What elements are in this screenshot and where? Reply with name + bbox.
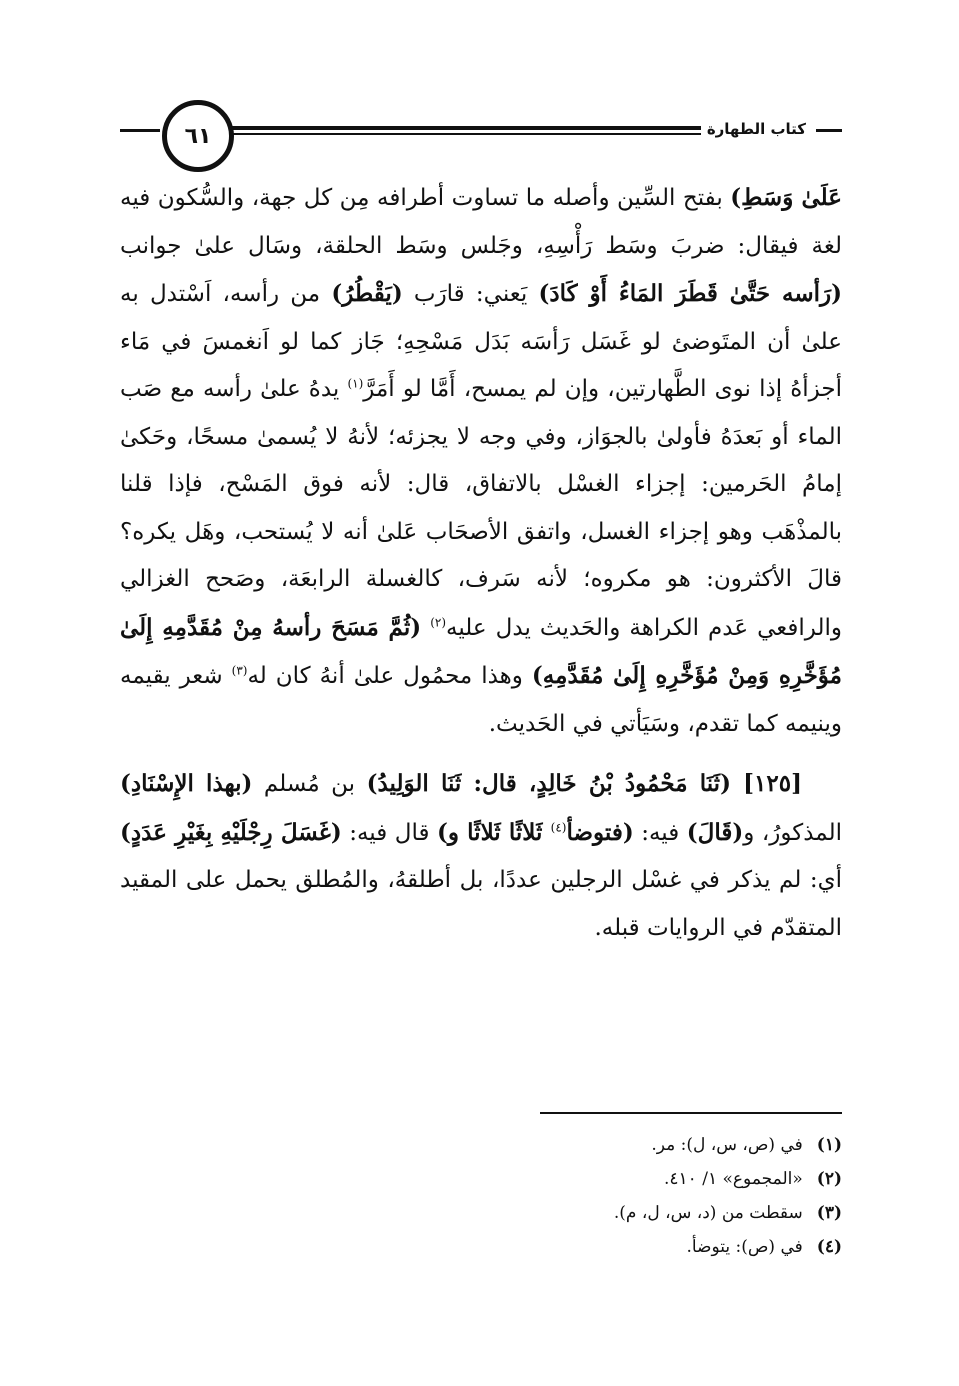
footnote-separator: [540, 1112, 842, 1114]
footnote-text: سقطت من (د، س، ل، م).: [613, 1203, 803, 1223]
header-rule-thick: [220, 126, 724, 130]
header-rule-left: [120, 129, 160, 132]
text-span: من رأسه، اَسْتدل به علىٰ أن المتَوضئ لو غَسَل رَأسَه بَدَل مَسْحِهِ؛ جَاز كما لو اَنغمسَ في مَاء أجزأهُ إذا نوى الطَّهارتين، وإن لم يمسح، أَمَّا لو أَمَرَّ: [120, 281, 842, 402]
quote: (غَسَلَ رِجْلَيْهِ بِغَيْرِ عَدَدٍ): [120, 818, 342, 846]
quote: عَلَىٰ وَسَطِ): [730, 184, 843, 211]
paragraph-2: [120, 760, 842, 952]
footnotes: [120, 1128, 842, 1264]
footnote-text: في (ص، س، ل): مر.: [651, 1135, 803, 1155]
quote: [١٢٥] (ثَنَا مَحْمُودُ بْنُ خَالِدٍ، قال: ثَنَا الوَلِيدُ): [366, 770, 802, 797]
footnote-ref-4[interactable]: (٤): [550, 819, 567, 834]
text-span: يَعني: قارَب: [402, 281, 539, 307]
quote: (رَأسه حَتَّىٰ قَطَرَ المَاءُ أَوْ كَادَ): [538, 280, 843, 307]
footnote-number: (٤): [816, 1237, 842, 1257]
footnote-1: [120, 1128, 842, 1162]
text-span: أي: لم يذكر في غسْل الرجلين عددًا، بل أطلقهُ، والمُطلق يحمل على المقيد المتقدّم في الروايات قبله.: [120, 867, 842, 941]
quote: (يَقْطُرُ): [331, 280, 403, 307]
text-span: فيه:: [633, 819, 687, 846]
text-span: يدهُ علىٰ رأسه مع صَب الماء أو بَعدَهُ فأولىٰ بالجوَاز، وفي وجه لا يجزئه؛ لأنهُ لا يُسمىٰ مسحًا، وحَكىٰ إمامُ الحَرمين: إجزاء الغسْل بالاتفاق، قال: لأنه فوق المَسْح، فإذا قلنا بالمذْهَب وهو إجزاء الغسل، واتفق الأصحَاب عَلىٰ أنه لا يُستحب، وهَل يكره؟ قالَ الأكثرون: هو مكروه؛ لأنه سَرف، كالغسلة الرابعَة، وصَحح الغزالي والرافعي عَدم الكراهة والحَديث يدل عليه: [120, 376, 842, 641]
quote: (فتوضأ: [566, 818, 634, 846]
text-span: شعر يقيمه وينيمه كما تقدم، وسَيَأتي في الحَديث.: [120, 663, 842, 737]
footnote-text: «المجموع» ١/ ٤١٠.: [664, 1169, 803, 1189]
footnote-number: (١): [816, 1135, 842, 1155]
footnote-ref-2[interactable]: (٢): [430, 614, 447, 629]
footnote-number: (٢): [816, 1169, 842, 1189]
header-rule-right: [816, 129, 842, 132]
quote: (بهذا الإِسْنَادِ): [120, 770, 253, 797]
quote: (قَالَ): [686, 818, 744, 846]
page-header: [120, 100, 842, 170]
text-span: بن مُسلم: [252, 771, 367, 797]
footnote-ref-1[interactable]: (١): [347, 376, 364, 391]
footnote-2: [120, 1162, 842, 1196]
paragraph-1: [120, 174, 842, 748]
header-rule-thin: [220, 133, 724, 135]
footnote-number: (٣): [816, 1203, 842, 1223]
text-span: [421, 615, 430, 641]
page-number: ٦١: [162, 100, 234, 172]
footnote-4: [120, 1230, 842, 1264]
footnote-ref-3[interactable]: (٣): [231, 663, 248, 678]
text-span: قال فيه:: [341, 819, 437, 846]
quote: (ثُمَّ مَسَحَ رأسهُ مِنْ مُقَدَّمِهِ إِلَىٰ مُؤَخَّرِهِ وَمِنْ مُؤَخَّرِهِ إِلَىٰ مُقَدَّمِهِ): [120, 613, 842, 689]
text-span: وهذا محمُول علىٰ أنهُ كان له: [247, 663, 532, 689]
footnote-3: [120, 1196, 842, 1230]
quote: ثَلاثًا ثَلاثًا و): [436, 818, 551, 846]
main-text: [120, 174, 842, 952]
text-span: المذكورُ، و: [743, 819, 842, 846]
text-span: بفتح السِّين وأصله ما تساوت أطرافه مِن كل جهة، والسُّكون فيه لغة فيقال: ضربَ وسَط رَأْسِهِ، وجَلس وسَط الحلقة، وسَال علىٰ جوانب: [120, 185, 842, 259]
footnote-text: في (ص): يتوضأ.: [686, 1237, 803, 1257]
chapter-title: كتاب الطهارة: [701, 120, 812, 138]
